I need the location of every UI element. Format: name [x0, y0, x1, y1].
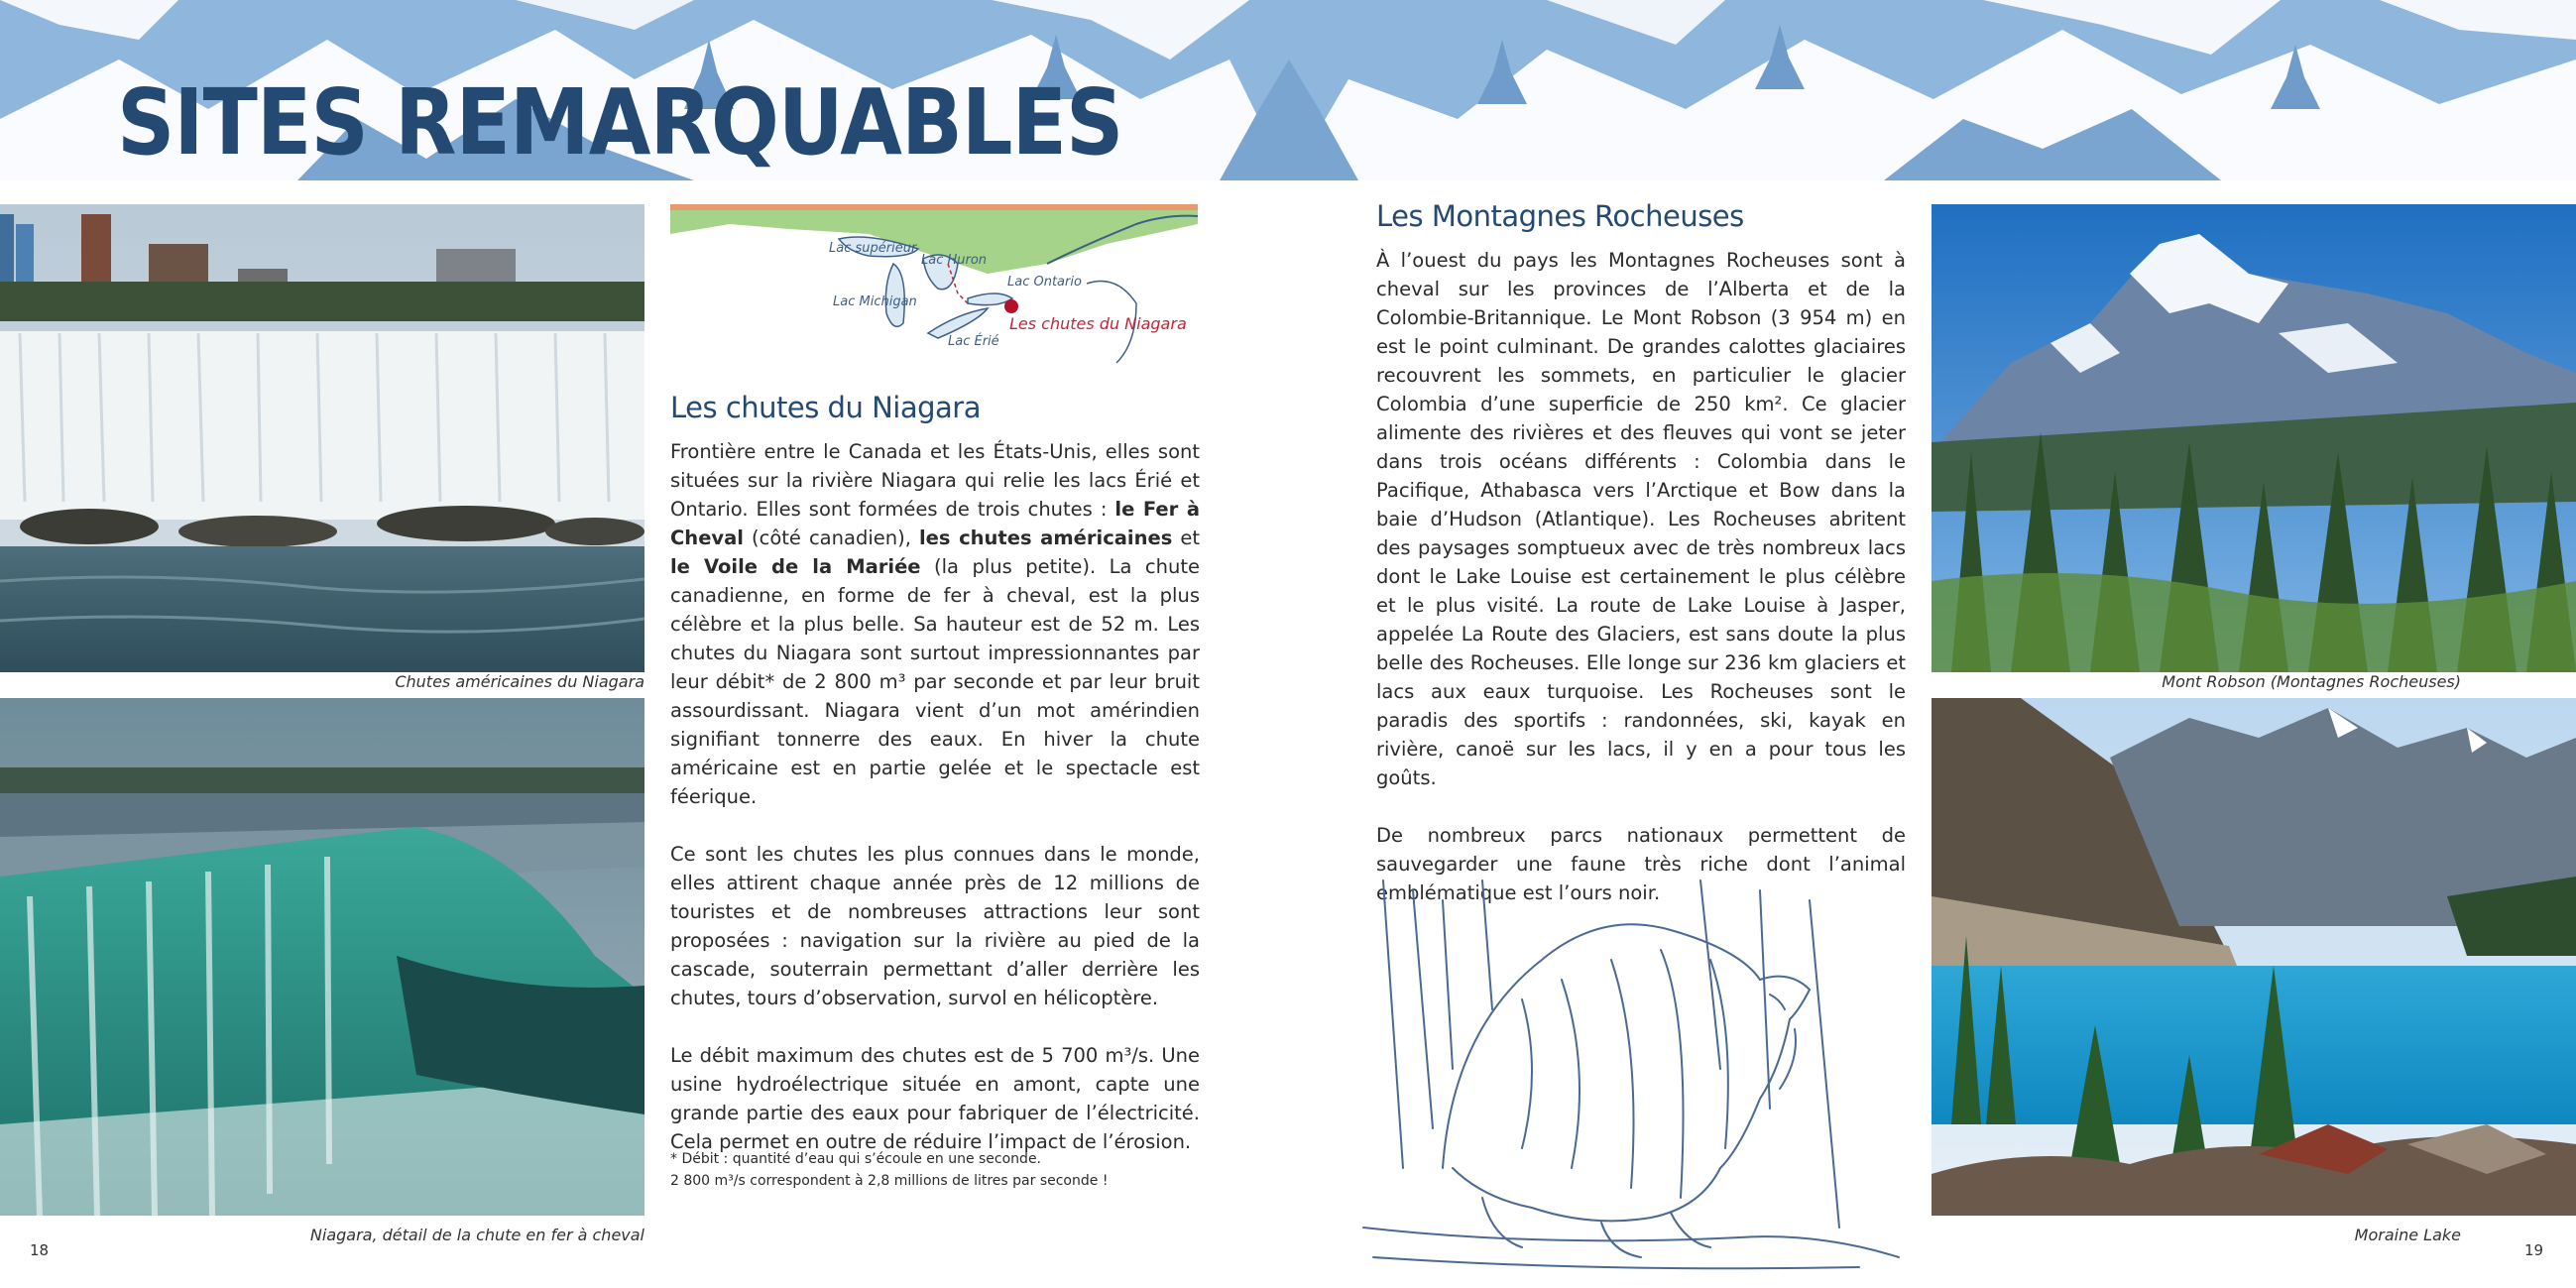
niagara-paragraph-3: Le débit maximum des chutes est de 5 700 m³/s. Une usine hydroélectrique située en amont, capte une grande partie des eaux pour fabriquer de l’électricité. Cela permet en outre de réduire l’impact de l’érosion. — [670, 1044, 1200, 1153]
mont-robson-image — [1932, 204, 2576, 672]
niagara-heading: Les chutes du Niagara — [670, 391, 981, 424]
photo-american-falls-caption: Chutes américaines du Niagara — [395, 672, 644, 691]
footnote-line-1: * Débit : quantité d’eau qui s’écoule en une seconde. — [670, 1151, 1042, 1167]
rocheuses-paragraph-2: De nombreux parcs nationaux permettent de sauvegarder une faune très riche dont l’animal emblématique est l’ours noir. — [1376, 824, 1906, 904]
photo-horseshoe-falls-caption: Niagara, détail de la chute en fer à cheval — [309, 1226, 644, 1244]
niagara-paragraph-1 — [670, 437, 1200, 811]
banner-title: SITES REMARQUABLES — [117, 69, 1123, 176]
niagara-p1-text-a: Frontière entre le Canada et les États-Unis, elles sont situées sur la rivière Niagara qui relie les lacs Érié et Ontario. Elles sont formées de trois chutes : — [670, 440, 1200, 521]
niagara-p1-bold-chutes-americaines: les chutes américaines — [918, 527, 1173, 549]
niagara-p1-text-e: (la plus petite). La chute canadienne, en forme de fer à cheval, est la plus célèbre et la plus belle. Sa hauteur est de 52 m. Les chutes du Niagara sont surtout impressionnantes par leur débit* de 2 800 m³ par seconde et par leur bruit assourdissant. Niagara vient d’un mot amérindien signifiant tonnerre des eaux. En hiver la chute américaine est en partie gelée et le spectacle est féerique. — [670, 555, 1200, 808]
niagara-p1-bold-voile-mariee: le Voile de la Mariée — [670, 555, 921, 578]
rocheuses-paragraph-1: À l’ouest du pays les Montagnes Rocheuses sont à cheval sur les provinces de l’Alberta et de la Colombie-Britannique. Le Mont Robson (3 954 m) en est le point culminant. De grandes calottes glaciaires recouvrent les sommets, en particulier le glacier Colombia d’une superficie de 250 km². Ce glacier alimente des rivières et des fleuves qui vont se jeter dans trois océans différents : Colombia dans le Pacifique, Athabasca vers l’Arctique et Bow dans la baie d’Hudson (Atlantique). Les Rocheuses abritent des paysages somptueux avec de très nombreux lacs dont le Lake Louise est certainement le plus célèbre et le plus visité. La route de Lake Louise à Jasper, appelée La Route des Glaciers, est sans doute la plus belle des Rocheuses. Elle longe sur 236 km glaciers et lacs aux eaux turquoise. Les Rocheuses sont le paradis des sportifs : randonnées, ski, kayak en rivière, canoë sur les lacs, il y en a pour tous les goûts. — [1376, 249, 1906, 789]
photo-moraine-lake — [1932, 698, 2576, 1216]
map-marker-label-niagara: Les chutes du Niagara — [1009, 314, 1187, 333]
rocheuses-heading: Les Montagnes Rocheuses — [1376, 199, 1744, 233]
photo-mont-robson — [1932, 204, 2576, 672]
photo-horseshoe-falls — [0, 698, 644, 1216]
niagara-p1-text-c: (côté canadien), — [743, 527, 919, 549]
niagara-text-column — [670, 390, 1200, 1185]
niagara-p1-text-d: et — [1172, 527, 1200, 549]
rocheuses-text-column — [1376, 198, 1906, 936]
bear-sketch-icon — [1344, 871, 1909, 1277]
niagara-p1-bold-fer-a-cheval: le Fer à Cheval — [670, 498, 1200, 549]
niagara-paragraph-2: Ce sont les chutes les plus connues dans le monde, elles attirent chaque année près de 12 millions de touristes et de nombreuses attractions leur sont proposées : navigation sur la rivière au pied de la cascade, souterrain permettant d’aller derrière les chutes, tours d’observation, survol en hélicoptère. — [670, 843, 1200, 1009]
photo-moraine-lake-caption: Moraine Lake — [2354, 1226, 2461, 1244]
map-label-lac-superieur: Lac supérieur — [829, 241, 917, 256]
footnote-line-2: 2 800 m³/s correspondent à 2,8 millions de litres par seconde ! — [670, 1173, 1109, 1189]
niagara-american-falls-image — [0, 204, 644, 672]
photo-american-falls — [0, 204, 644, 672]
bear-sketch — [1344, 871, 1909, 1277]
page-number-left: 18 — [30, 1241, 50, 1259]
header-banner — [0, 0, 2576, 180]
page-number-right: 19 — [2524, 1241, 2544, 1259]
niagara-horseshoe-falls-image — [0, 698, 644, 1216]
moraine-lake-image — [1932, 698, 2576, 1216]
map-label-lac-erie: Lac Érié — [948, 334, 999, 349]
great-lakes-map-drawing — [670, 204, 1198, 365]
map-label-lac-huron: Lac Huron — [921, 253, 988, 268]
great-lakes-map — [670, 204, 1198, 365]
photo-mont-robson-caption: Mont Robson (Montagnes Rocheuses) — [2162, 672, 2461, 691]
map-label-lac-michigan: Lac Michigan — [833, 294, 917, 309]
niagara-footnote — [670, 1148, 1200, 1192]
map-label-lac-ontario: Lac Ontario — [1007, 275, 1082, 290]
